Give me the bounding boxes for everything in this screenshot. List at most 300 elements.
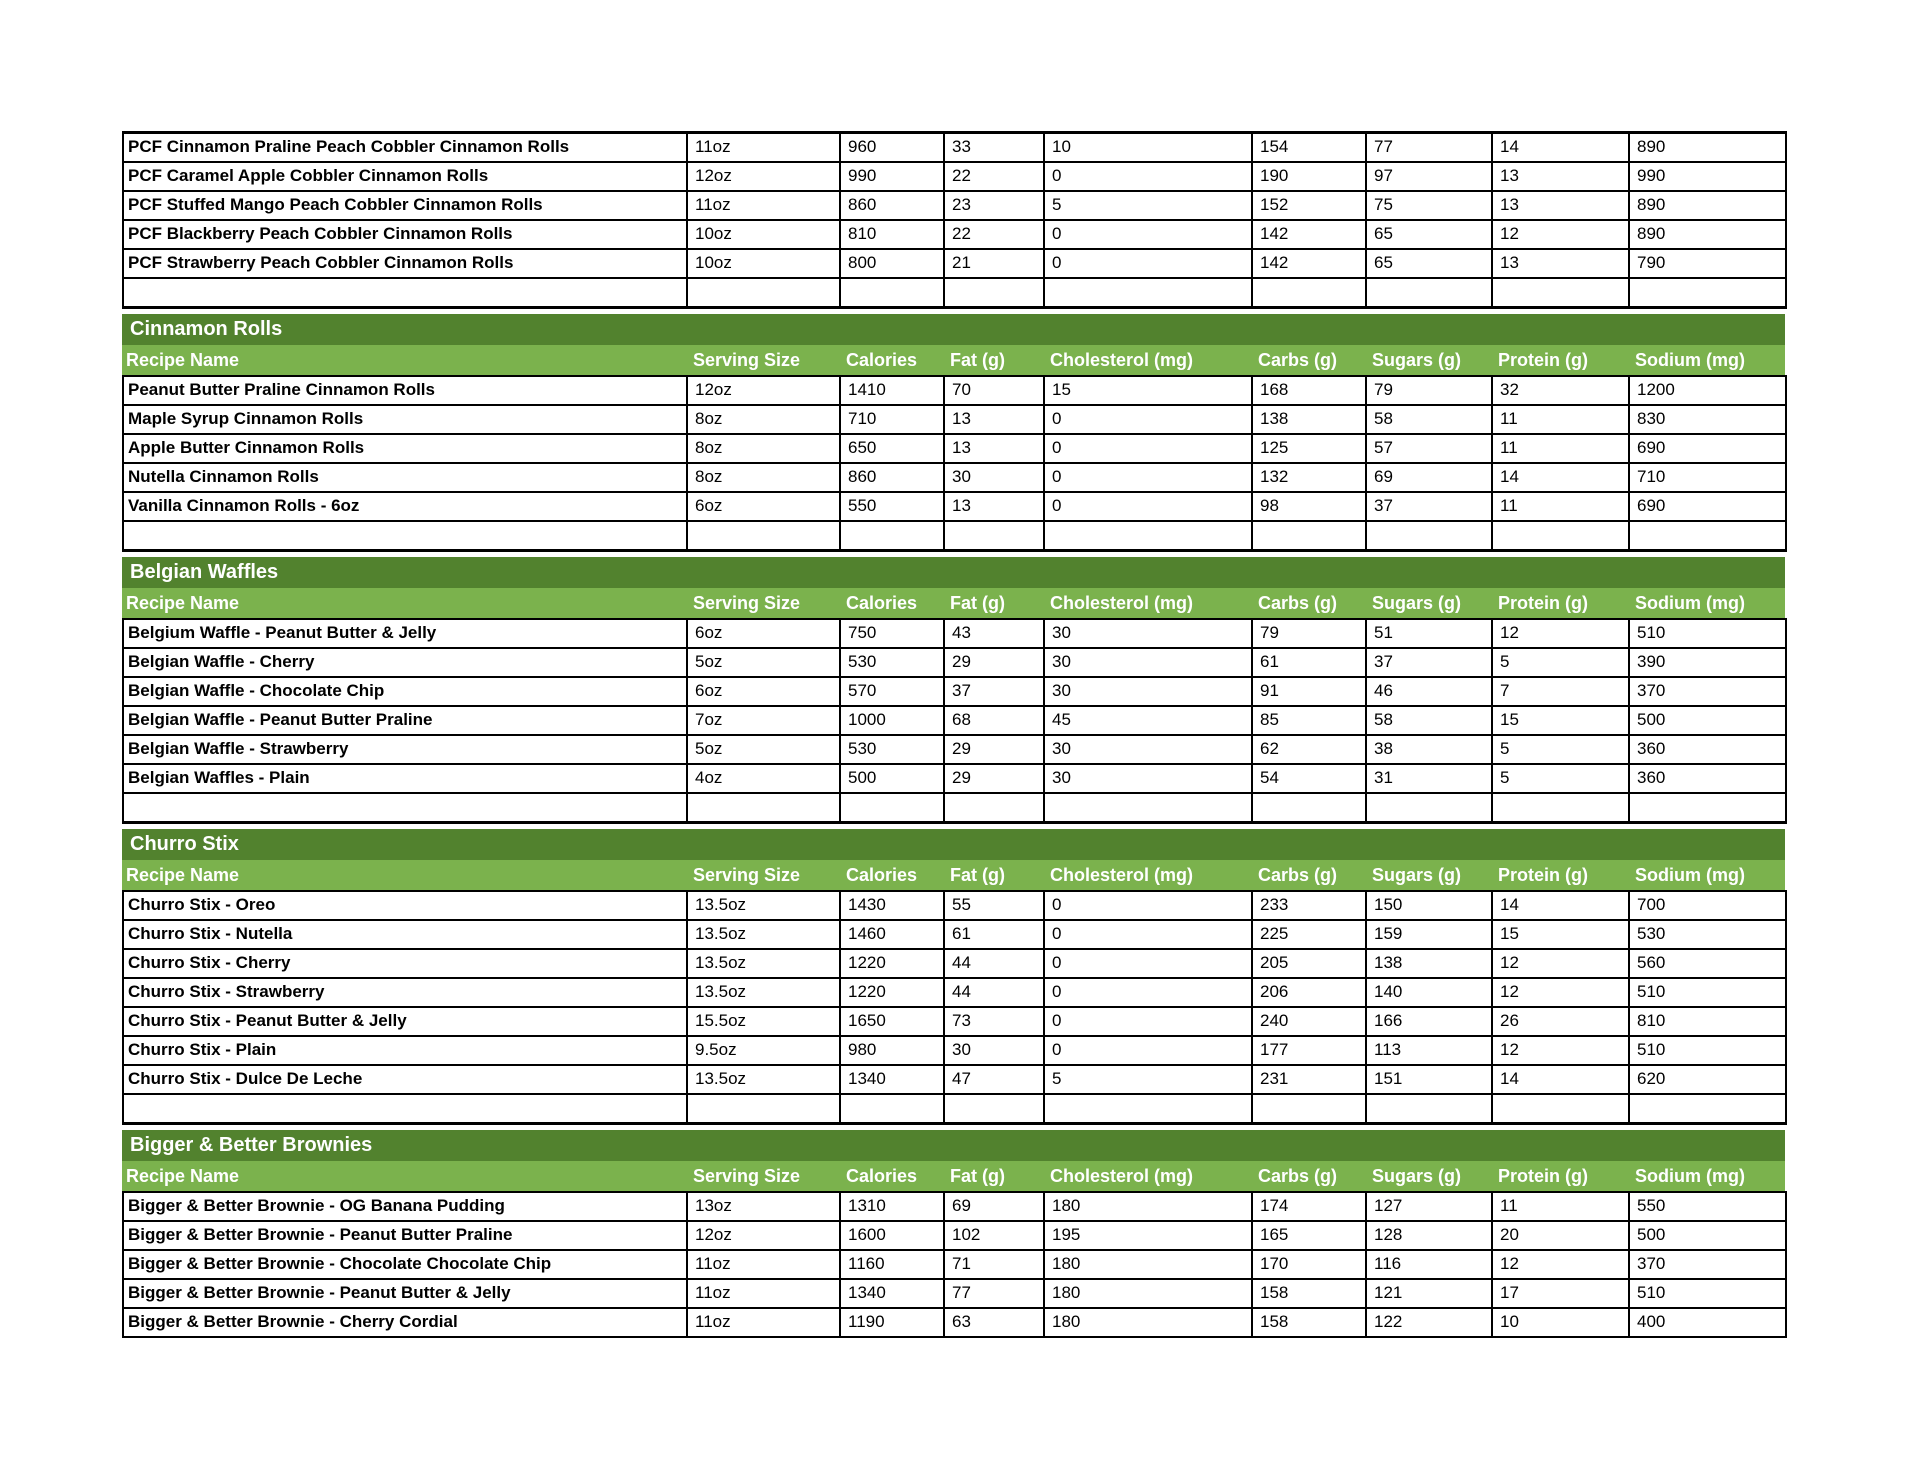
value-cell: 65	[1366, 220, 1492, 249]
empty-cell	[944, 793, 1044, 823]
recipe-name-cell: Bigger & Better Brownie - Cherry Cordial	[123, 1308, 687, 1337]
value-cell: 0	[1044, 463, 1252, 492]
empty-cell	[123, 1094, 687, 1124]
recipe-name-cell: Churro Stix - Oreo	[123, 891, 687, 920]
table-row	[123, 434, 1786, 463]
value-cell: 29	[944, 648, 1044, 677]
value-cell: 0	[1044, 405, 1252, 434]
value-cell: 152	[1252, 191, 1366, 220]
value-cell: 13	[1492, 191, 1629, 220]
value-cell: 37	[944, 677, 1044, 706]
column-header: Recipe Name	[126, 592, 240, 613]
value-cell: 12oz	[687, 162, 840, 191]
empty-cell	[944, 521, 1044, 551]
recipe-name-cell: Belgian Waffle - Chocolate Chip	[123, 677, 687, 706]
value-cell: 510	[1629, 619, 1786, 648]
empty-cell	[1044, 521, 1252, 551]
value-cell: 990	[1629, 162, 1786, 191]
value-cell: 32	[1492, 376, 1629, 405]
value-cell: 14	[1492, 133, 1629, 163]
value-cell: 37	[1366, 492, 1492, 521]
value-cell: 980	[840, 1036, 944, 1065]
value-cell: 620	[1629, 1065, 1786, 1094]
section-title: Cinnamon Rolls	[122, 314, 1785, 345]
value-cell: 13.5oz	[687, 920, 840, 949]
value-cell: 91	[1252, 677, 1366, 706]
value-cell: 233	[1252, 891, 1366, 920]
column-header: Fat (g)	[950, 1165, 1005, 1186]
value-cell: 11	[1492, 405, 1629, 434]
value-cell: 560	[1629, 949, 1786, 978]
value-cell: 7	[1492, 677, 1629, 706]
value-cell: 5oz	[687, 735, 840, 764]
value-cell: 1200	[1629, 376, 1786, 405]
column-header: Serving Size	[693, 864, 801, 885]
column-header: Protein (g)	[1498, 1165, 1588, 1186]
value-cell: 12	[1492, 619, 1629, 648]
value-cell: 69	[1366, 463, 1492, 492]
empty-cell	[687, 1094, 840, 1124]
recipe-name-cell: Maple Syrup Cinnamon Rolls	[123, 405, 687, 434]
column-header: Protein (g)	[1498, 864, 1588, 885]
table-row	[123, 1065, 1786, 1094]
empty-cell	[687, 521, 840, 551]
table-row	[123, 764, 1786, 793]
value-cell: 5	[1492, 648, 1629, 677]
value-cell: 690	[1629, 492, 1786, 521]
value-cell: 13	[944, 405, 1044, 434]
table-row	[123, 463, 1786, 492]
value-cell: 13.5oz	[687, 1065, 840, 1094]
value-cell: 390	[1629, 648, 1786, 677]
value-cell: 510	[1629, 1036, 1786, 1065]
value-cell: 44	[944, 949, 1044, 978]
column-header: Sugars (g)	[1372, 864, 1462, 885]
value-cell: 151	[1366, 1065, 1492, 1094]
value-cell: 55	[944, 891, 1044, 920]
value-cell: 6oz	[687, 677, 840, 706]
value-cell: 960	[840, 133, 944, 163]
empty-cell	[1492, 793, 1629, 823]
value-cell: 550	[1629, 1192, 1786, 1221]
value-cell: 15	[1044, 376, 1252, 405]
empty-cell	[944, 278, 1044, 308]
empty-row	[123, 278, 1786, 308]
empty-cell	[123, 278, 687, 308]
column-header: Sodium (mg)	[1635, 349, 1745, 370]
value-cell: 12	[1492, 1250, 1629, 1279]
value-cell: 30	[1044, 648, 1252, 677]
column-header: Carbs (g)	[1258, 592, 1338, 613]
recipe-name-cell: Nutella Cinnamon Rolls	[123, 463, 687, 492]
nutrition-table	[122, 375, 1787, 552]
recipe-name-cell: Bigger & Better Brownie - Peanut Butter & Jelly	[123, 1279, 687, 1308]
table-row	[123, 677, 1786, 706]
value-cell: 205	[1252, 949, 1366, 978]
recipe-name-cell: PCF Cinnamon Praline Peach Cobbler Cinnamon Rolls	[123, 133, 687, 163]
empty-cell	[1492, 521, 1629, 551]
value-cell: 73	[944, 1007, 1044, 1036]
column-header-row	[122, 860, 1785, 890]
value-cell: 30	[944, 463, 1044, 492]
value-cell: 12	[1492, 949, 1629, 978]
column-header: Recipe Name	[126, 864, 240, 885]
section	[122, 557, 1785, 824]
value-cell: 15	[1492, 920, 1629, 949]
value-cell: 69	[944, 1192, 1044, 1221]
value-cell: 1460	[840, 920, 944, 949]
value-cell: 11oz	[687, 133, 840, 163]
value-cell: 206	[1252, 978, 1366, 1007]
value-cell: 6oz	[687, 619, 840, 648]
table-row	[123, 891, 1786, 920]
value-cell: 37	[1366, 648, 1492, 677]
value-cell: 11oz	[687, 1250, 840, 1279]
table-row	[123, 405, 1786, 434]
column-header: Sodium (mg)	[1635, 864, 1745, 885]
value-cell: 5	[1492, 735, 1629, 764]
empty-cell	[687, 278, 840, 308]
value-cell: 890	[1629, 191, 1786, 220]
value-cell: 71	[944, 1250, 1044, 1279]
value-cell: 6oz	[687, 492, 840, 521]
value-cell: 8oz	[687, 434, 840, 463]
table-row	[123, 1192, 1786, 1221]
recipe-name-cell: PCF Strawberry Peach Cobbler Cinnamon Rolls	[123, 249, 687, 278]
value-cell: 98	[1252, 492, 1366, 521]
value-cell: 23	[944, 191, 1044, 220]
value-cell: 12oz	[687, 376, 840, 405]
value-cell: 31	[1366, 764, 1492, 793]
value-cell: 1340	[840, 1279, 944, 1308]
empty-cell	[1492, 278, 1629, 308]
value-cell: 240	[1252, 1007, 1366, 1036]
value-cell: 122	[1366, 1308, 1492, 1337]
value-cell: 142	[1252, 220, 1366, 249]
value-cell: 46	[1366, 677, 1492, 706]
value-cell: 0	[1044, 978, 1252, 1007]
value-cell: 154	[1252, 133, 1366, 163]
value-cell: 15.5oz	[687, 1007, 840, 1036]
value-cell: 85	[1252, 706, 1366, 735]
column-header: Protein (g)	[1498, 592, 1588, 613]
empty-cell	[1044, 793, 1252, 823]
value-cell: 70	[944, 376, 1044, 405]
value-cell: 1650	[840, 1007, 944, 1036]
value-cell: 142	[1252, 249, 1366, 278]
empty-cell	[123, 521, 687, 551]
value-cell: 132	[1252, 463, 1366, 492]
value-cell: 370	[1629, 1250, 1786, 1279]
value-cell: 0	[1044, 1036, 1252, 1065]
column-header: Sugars (g)	[1372, 592, 1462, 613]
recipe-name-cell: Vanilla Cinnamon Rolls - 6oz	[123, 492, 687, 521]
column-header: Recipe Name	[126, 349, 240, 370]
value-cell: 79	[1366, 376, 1492, 405]
value-cell: 47	[944, 1065, 1044, 1094]
value-cell: 180	[1044, 1308, 1252, 1337]
value-cell: 57	[1366, 434, 1492, 463]
table-row	[123, 249, 1786, 278]
column-header: Cholesterol (mg)	[1050, 592, 1194, 613]
empty-cell	[1366, 278, 1492, 308]
value-cell: 158	[1252, 1279, 1366, 1308]
value-cell: 138	[1366, 949, 1492, 978]
value-cell: 170	[1252, 1250, 1366, 1279]
value-cell: 10	[1044, 133, 1252, 163]
column-header: Cholesterol (mg)	[1050, 349, 1194, 370]
table-row	[123, 492, 1786, 521]
value-cell: 30	[1044, 677, 1252, 706]
value-cell: 530	[840, 735, 944, 764]
value-cell: 127	[1366, 1192, 1492, 1221]
column-header: Calories	[846, 349, 918, 370]
value-cell: 11	[1492, 492, 1629, 521]
value-cell: 13	[944, 492, 1044, 521]
empty-cell	[1044, 278, 1252, 308]
value-cell: 14	[1492, 1065, 1629, 1094]
value-cell: 121	[1366, 1279, 1492, 1308]
recipe-name-cell: Bigger & Better Brownie - Chocolate Chocolate Chip	[123, 1250, 687, 1279]
value-cell: 177	[1252, 1036, 1366, 1065]
value-cell: 570	[840, 677, 944, 706]
value-cell: 116	[1366, 1250, 1492, 1279]
value-cell: 4oz	[687, 764, 840, 793]
value-cell: 0	[1044, 434, 1252, 463]
column-header: Carbs (g)	[1258, 1165, 1338, 1186]
value-cell: 0	[1044, 920, 1252, 949]
value-cell: 225	[1252, 920, 1366, 949]
value-cell: 138	[1252, 405, 1366, 434]
value-cell: 125	[1252, 434, 1366, 463]
value-cell: 61	[1252, 648, 1366, 677]
value-cell: 5	[1044, 1065, 1252, 1094]
empty-cell	[1252, 278, 1366, 308]
value-cell: 166	[1366, 1007, 1492, 1036]
value-cell: 790	[1629, 249, 1786, 278]
value-cell: 68	[944, 706, 1044, 735]
value-cell: 890	[1629, 133, 1786, 163]
value-cell: 159	[1366, 920, 1492, 949]
value-cell: 13oz	[687, 1192, 840, 1221]
value-cell: 370	[1629, 677, 1786, 706]
empty-cell	[1044, 1094, 1252, 1124]
value-cell: 180	[1044, 1192, 1252, 1221]
value-cell: 30	[1044, 764, 1252, 793]
empty-cell	[1366, 1094, 1492, 1124]
value-cell: 12	[1492, 1036, 1629, 1065]
empty-cell	[1492, 1094, 1629, 1124]
empty-cell	[1366, 793, 1492, 823]
empty-cell	[687, 793, 840, 823]
column-header: Calories	[846, 864, 918, 885]
table-row	[123, 191, 1786, 220]
column-header: Sodium (mg)	[1635, 592, 1745, 613]
value-cell: 33	[944, 133, 1044, 163]
value-cell: 510	[1629, 1279, 1786, 1308]
value-cell: 168	[1252, 376, 1366, 405]
table-row	[123, 920, 1786, 949]
value-cell: 77	[1366, 133, 1492, 163]
value-cell: 1430	[840, 891, 944, 920]
empty-row	[123, 521, 1786, 551]
recipe-name-cell: Belgium Waffle - Peanut Butter & Jelly	[123, 619, 687, 648]
table-row	[123, 162, 1786, 191]
value-cell: 510	[1629, 978, 1786, 1007]
value-cell: 26	[1492, 1007, 1629, 1036]
value-cell: 38	[1366, 735, 1492, 764]
value-cell: 190	[1252, 162, 1366, 191]
section	[122, 829, 1785, 1125]
value-cell: 1410	[840, 376, 944, 405]
table-row	[123, 1308, 1786, 1337]
empty-cell	[1366, 521, 1492, 551]
value-cell: 5oz	[687, 648, 840, 677]
value-cell: 62	[1252, 735, 1366, 764]
value-cell: 400	[1629, 1308, 1786, 1337]
table-row	[123, 1036, 1786, 1065]
value-cell: 13	[1492, 162, 1629, 191]
section-title: Belgian Waffles	[122, 557, 1785, 588]
value-cell: 22	[944, 220, 1044, 249]
value-cell: 13.5oz	[687, 978, 840, 1007]
value-cell: 1000	[840, 706, 944, 735]
table-row	[123, 376, 1786, 405]
value-cell: 9.5oz	[687, 1036, 840, 1065]
column-header: Protein (g)	[1498, 349, 1588, 370]
recipe-name-cell: PCF Stuffed Mango Peach Cobbler Cinnamon Rolls	[123, 191, 687, 220]
value-cell: 1160	[840, 1250, 944, 1279]
value-cell: 8oz	[687, 405, 840, 434]
nutrition-table	[122, 618, 1787, 824]
column-header: Sugars (g)	[1372, 1165, 1462, 1186]
column-header: Sodium (mg)	[1635, 1165, 1745, 1186]
column-header-row	[122, 588, 1785, 618]
empty-cell	[1252, 521, 1366, 551]
value-cell: 79	[1252, 619, 1366, 648]
recipe-name-cell: Belgian Waffle - Cherry	[123, 648, 687, 677]
value-cell: 860	[840, 463, 944, 492]
recipe-name-cell: Bigger & Better Brownie - Peanut Butter Praline	[123, 1221, 687, 1250]
value-cell: 140	[1366, 978, 1492, 1007]
value-cell: 180	[1044, 1250, 1252, 1279]
value-cell: 20	[1492, 1221, 1629, 1250]
value-cell: 11	[1492, 1192, 1629, 1221]
value-cell: 5	[1044, 191, 1252, 220]
value-cell: 43	[944, 619, 1044, 648]
recipe-name-cell: PCF Caramel Apple Cobbler Cinnamon Rolls	[123, 162, 687, 191]
section-title: Bigger & Better Brownies	[122, 1130, 1785, 1161]
value-cell: 15	[1492, 706, 1629, 735]
value-cell: 13	[944, 434, 1044, 463]
value-cell: 45	[1044, 706, 1252, 735]
value-cell: 810	[1629, 1007, 1786, 1036]
table-row	[123, 619, 1786, 648]
empty-cell	[1629, 793, 1786, 823]
value-cell: 530	[840, 648, 944, 677]
recipe-name-cell: Bigger & Better Brownie - OG Banana Pudding	[123, 1192, 687, 1221]
value-cell: 5	[1492, 764, 1629, 793]
empty-cell	[840, 1094, 944, 1124]
empty-cell	[840, 521, 944, 551]
value-cell: 97	[1366, 162, 1492, 191]
recipe-name-cell: Apple Butter Cinnamon Rolls	[123, 434, 687, 463]
value-cell: 65	[1366, 249, 1492, 278]
value-cell: 13	[1492, 249, 1629, 278]
column-header: Serving Size	[693, 1165, 801, 1186]
value-cell: 1340	[840, 1065, 944, 1094]
recipe-name-cell: Churro Stix - Dulce De Leche	[123, 1065, 687, 1094]
value-cell: 150	[1366, 891, 1492, 920]
value-cell: 63	[944, 1308, 1044, 1337]
table-row	[123, 1250, 1786, 1279]
empty-cell	[944, 1094, 1044, 1124]
value-cell: 500	[1629, 1221, 1786, 1250]
value-cell: 75	[1366, 191, 1492, 220]
value-cell: 0	[1044, 220, 1252, 249]
value-cell: 1220	[840, 949, 944, 978]
value-cell: 174	[1252, 1192, 1366, 1221]
value-cell: 12	[1492, 220, 1629, 249]
value-cell: 650	[840, 434, 944, 463]
column-header-row	[122, 345, 1785, 375]
value-cell: 1600	[840, 1221, 944, 1250]
value-cell: 860	[840, 191, 944, 220]
value-cell: 13.5oz	[687, 949, 840, 978]
value-cell: 890	[1629, 220, 1786, 249]
value-cell: 51	[1366, 619, 1492, 648]
value-cell: 158	[1252, 1308, 1366, 1337]
value-cell: 10oz	[687, 220, 840, 249]
value-cell: 0	[1044, 1007, 1252, 1036]
value-cell: 700	[1629, 891, 1786, 920]
column-header: Fat (g)	[950, 349, 1005, 370]
value-cell: 550	[840, 492, 944, 521]
value-cell: 500	[840, 764, 944, 793]
value-cell: 61	[944, 920, 1044, 949]
column-header-row	[122, 1161, 1785, 1191]
recipe-name-cell: Churro Stix - Plain	[123, 1036, 687, 1065]
value-cell: 21	[944, 249, 1044, 278]
table-row	[123, 220, 1786, 249]
empty-cell	[840, 793, 944, 823]
value-cell: 77	[944, 1279, 1044, 1308]
value-cell: 12	[1492, 978, 1629, 1007]
value-cell: 13.5oz	[687, 891, 840, 920]
value-cell: 14	[1492, 891, 1629, 920]
value-cell: 11oz	[687, 1279, 840, 1308]
value-cell: 12oz	[687, 1221, 840, 1250]
value-cell: 750	[840, 619, 944, 648]
value-cell: 128	[1366, 1221, 1492, 1250]
value-cell: 530	[1629, 920, 1786, 949]
empty-cell	[1252, 793, 1366, 823]
value-cell: 58	[1366, 405, 1492, 434]
value-cell: 710	[1629, 463, 1786, 492]
recipe-name-cell: Churro Stix - Strawberry	[123, 978, 687, 1007]
value-cell: 58	[1366, 706, 1492, 735]
value-cell: 102	[944, 1221, 1044, 1250]
section	[122, 314, 1785, 552]
empty-cell	[840, 278, 944, 308]
column-header: Sugars (g)	[1372, 349, 1462, 370]
value-cell: 500	[1629, 706, 1786, 735]
recipe-name-cell: Belgian Waffle - Strawberry	[123, 735, 687, 764]
value-cell: 1220	[840, 978, 944, 1007]
value-cell: 0	[1044, 891, 1252, 920]
table-row	[123, 1221, 1786, 1250]
recipe-name-cell: Peanut Butter Praline Cinnamon Rolls	[123, 376, 687, 405]
